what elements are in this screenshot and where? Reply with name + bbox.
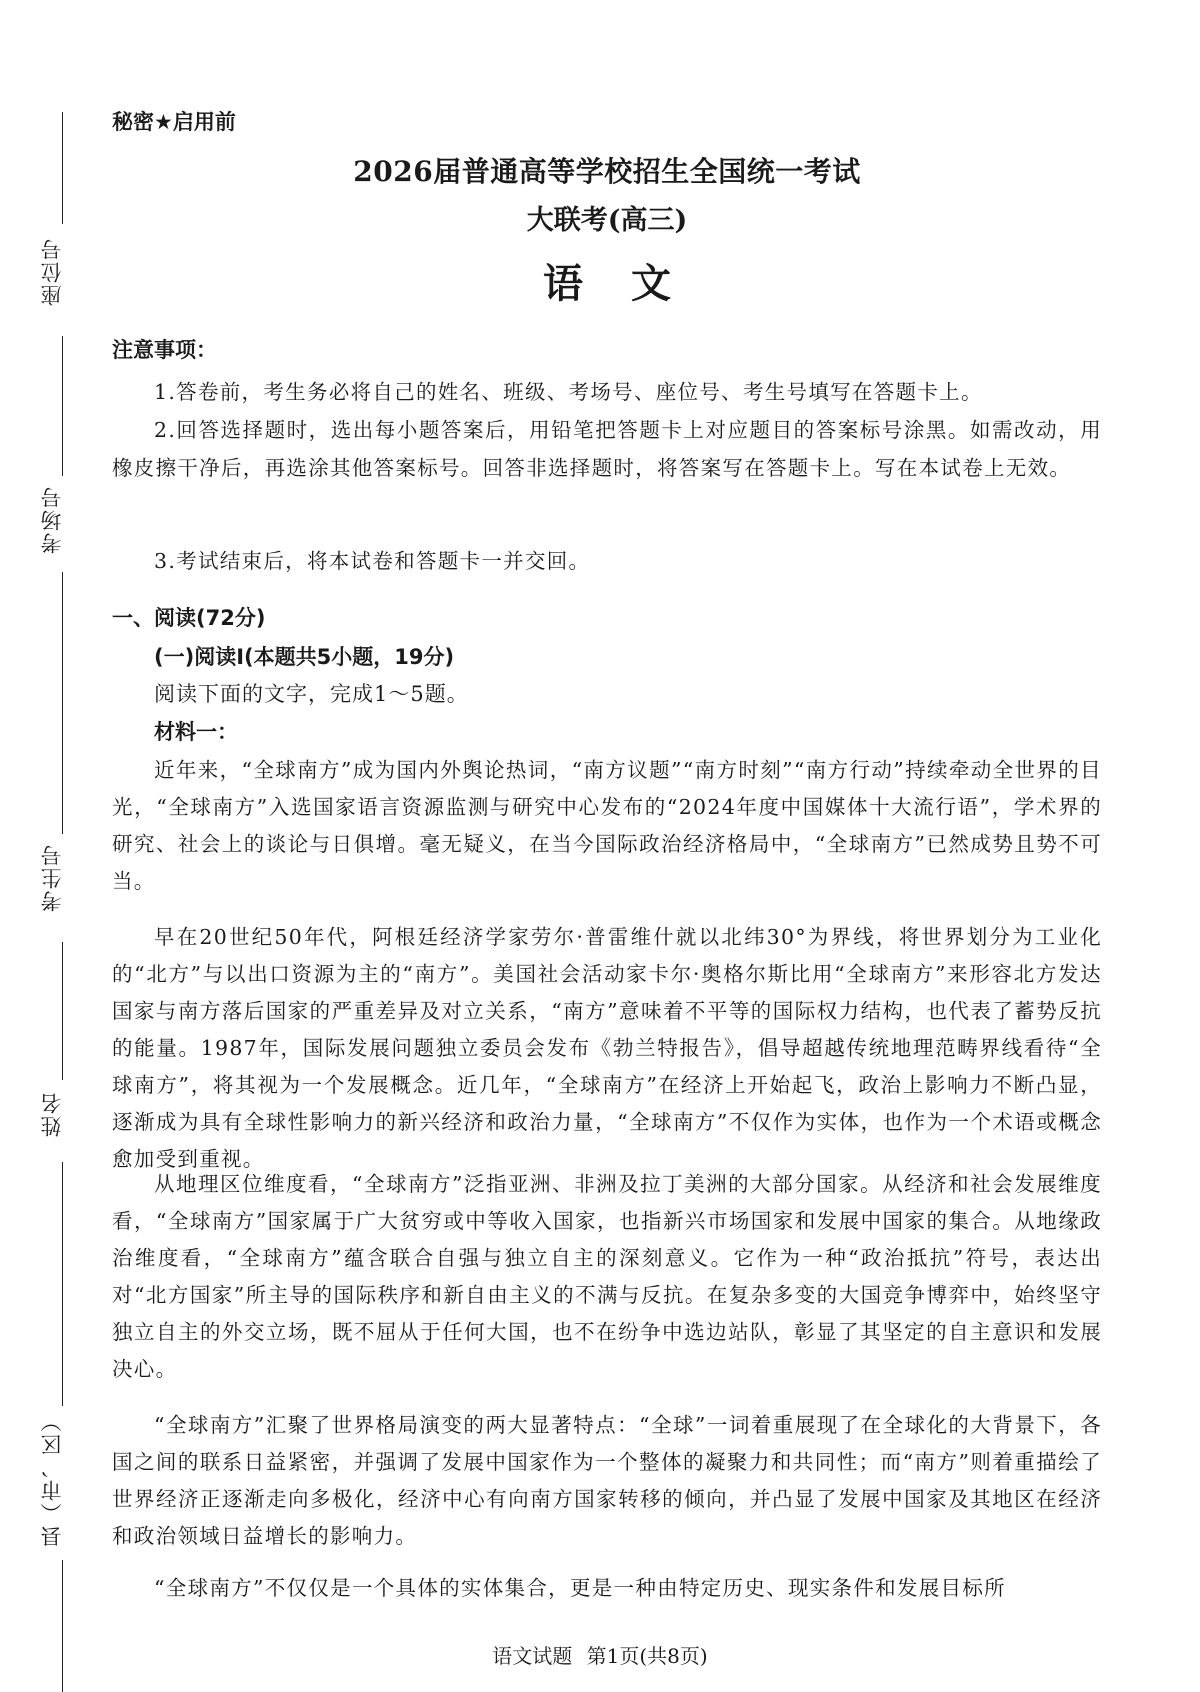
seat-number-label: 座位号 (40, 237, 64, 307)
notice-item: 1.答卷前，考生务必将自己的姓名、班级、考场号、座位号、考生号填写在答题卡上。 (154, 380, 983, 404)
section-heading: 一、阅读(72分) (112, 606, 266, 630)
name-label: 姓名 (40, 1091, 64, 1137)
notice-item: 3.考试结束后，将本试卷和答题卡一并交回。 (154, 549, 591, 573)
page-footer (0, 1640, 1200, 1669)
exam-title: 2026届普通高等学校招生全国统一考试 (353, 155, 861, 188)
footer-subject: 语文试题 (492, 1644, 573, 1668)
binding-line (62, 1560, 63, 1692)
binding-line (62, 572, 63, 834)
article-paragraph: 近年来，“全球南方”成为国内外舆论热词，“南方议题”“南方时刻”“南方行动”持续牵动全世界的目光，“全球南方”入选国家语言资源监测与研究中心发布的“2024年度中国媒体十大流行语”，学术界的研究、社会上的谈论与日俱增。毫无疑义，在当今国际政治经济格局中，“全球南方”已然成势且势不可当。 (112, 758, 1102, 893)
binding-line (62, 942, 63, 1080)
material-label: 材料一： (154, 720, 238, 744)
subsection-heading: (一)阅读Ⅰ(本题共5小题，19分) (154, 645, 455, 669)
county-label: 县（市、区） (40, 1409, 64, 1547)
binding-line (62, 336, 63, 476)
binding-line (62, 112, 63, 224)
article-paragraph: 从地理区位维度看，“全球南方”泛指亚洲、非洲及拉丁美洲的大部分国家。从经济和社会发展维度看，“全球南方”国家属于广大贫穷或中等收入国家，也指新兴市场国家和发展中国家的集合。从地缘政治维度看，“全球南方”蕴含联合自强与独立自主的深刻意义。它作为一种“政治抵抗”符号，表达出对“北方国家”所主导的国际秩序和新自由主义的不满与反抗。在复杂多变的大国竞争博弈中，始终坚守独立自主的外交立场，既不屈从于任何大国，也不在纷争中选边站队，彰显了其坚定的自主意识和发展决心。 (112, 1172, 1102, 1381)
notice-item: 2.回答选择题时，选出每小题答案后，用铅笔把答题卡上对应题目的答案标号涂黑。如需改动，用橡皮擦干净后，再选涂其他答案标号。回答非选择题时，将答案写在答题卡上。写在本试卷上无效。 (112, 418, 1102, 480)
binding-line (62, 1162, 63, 1406)
footer-page-number: 第1页(共8页) (586, 1644, 708, 1668)
exam-room-label: 考场号 (40, 485, 64, 555)
subject-title: 语文 (543, 261, 719, 307)
candidate-number-label: 考生号 (40, 843, 64, 913)
article-paragraph: “全球南方”汇聚了世界格局演变的两大显著特点：“全球”一词着重展现了在全球化的大背景下，各国之间的联系日益紧密，并强调了发展中国家作为一个整体的凝聚力和共同性；而“南方”则着重描绘了世界经济正逐渐走向多极化，经济中心有向南方国家转移的倾向，并凸显了发展中国家及其地区在经济和政治领域日益增长的影响力。 (112, 1413, 1102, 1548)
exam-subtitle: 大联考(高三) (526, 205, 688, 236)
notice-heading: 注意事项： (112, 338, 217, 362)
article-paragraph: 早在20世纪50年代，阿根廷经济学家劳尔·普雷维什就以北纬30°为界线，将世界划分为工业化的“北方”与以出口资源为主的“南方”。美国社会活动家卡尔·奥格尔斯比用“全球南方”来形容北方发达国家与南方落后国家的严重差异及对立关系，“南方”意味着不平等的国际权力结构，也代表了蓄势反抗的能量。1987年，国际发展问题独立委员会发布《勃兰特报告》，倡导超越传统地理范畴界线看待“全球南方”，将其视为一个发展概念。近几年，“全球南方”在经济上开始起飞，政治上影响力不断凸显，逐渐成为具有全球性影响力的新兴经济和政治力量，“全球南方”不仅作为实体，也作为一个术语或概念愈加受到重视。 (112, 925, 1102, 1171)
confidential-mark: 秘密★启用前 (112, 110, 236, 134)
binding-strip (0, 0, 95, 1692)
reading-instruction: 阅读下面的文字，完成1～5题。 (154, 682, 469, 706)
article-paragraph: “全球南方”不仅仅是一个具体的实体集合，更是一种由特定历史、现实条件和发展目标所 (154, 1576, 1006, 1600)
